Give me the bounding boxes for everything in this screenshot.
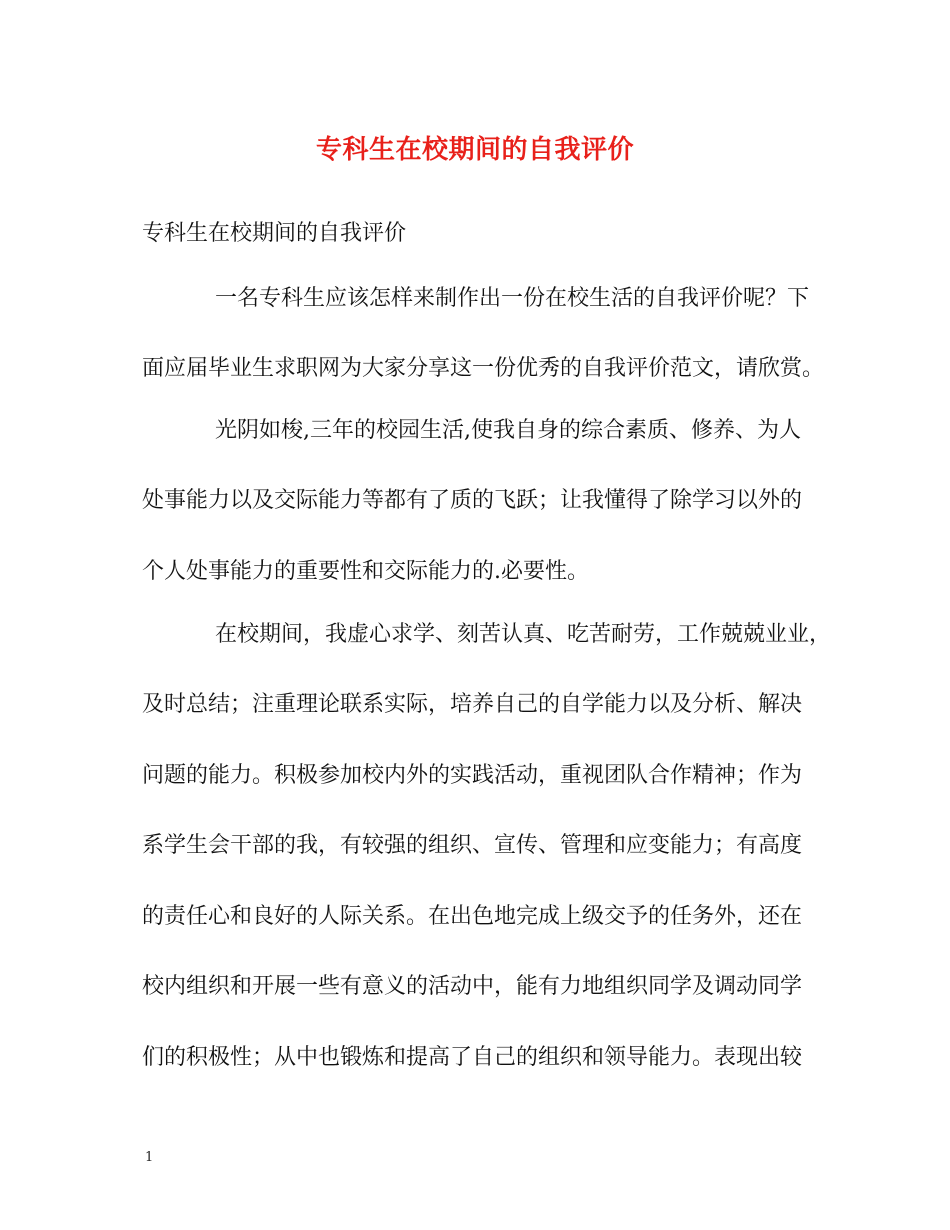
paragraph-line: 面应届毕业生求职网为大家分享这一份优秀的自我评价范文，请欣赏。 xyxy=(142,356,825,381)
document-subtitle: 专科生在校期间的自我评价 xyxy=(142,221,407,246)
paragraph-line: 光阴如梭,三年的校园生活,使我自身的综合素质、修养、为人 xyxy=(215,418,801,443)
paragraph-line: 们的积极性；从中也锻炼和提高了自己的组织和领导能力。表现出较 xyxy=(142,1045,803,1070)
paragraph-line: 个人处事能力的重要性和交际能力的.必要性。 xyxy=(142,559,589,584)
paragraph-line: 及时总结；注重理论联系实际，培养自己的自学能力以及分析、解决 xyxy=(142,692,803,717)
paragraph-line: 一名专科生应该怎样来制作出一份在校生活的自我评价呢？下 xyxy=(215,286,810,311)
paragraph-line: 系学生会干部的我，有较强的组织、宣传、管理和应变能力；有高度 xyxy=(142,833,803,858)
paragraph-line: 问题的能力。积极参加校内外的实践活动，重视团队合作精神；作为 xyxy=(142,763,803,788)
page-number: 1 xyxy=(145,1150,154,1165)
paragraph-line: 在校期间，我虚心求学、刻苦认真、吃苦耐劳，工作兢兢业业， xyxy=(215,622,832,647)
paragraph-line: 处事能力以及交际能力等都有了质的飞跃；让我懂得了除学习以外的 xyxy=(142,488,803,513)
paragraph-line: 校内组织和开展一些有意义的活动中，能有力地组织同学及调动同学 xyxy=(142,974,803,999)
paragraph-line: 的责任心和良好的人际关系。在出色地完成上级交予的任务外，还在 xyxy=(142,904,803,929)
document-title: 专科生在校期间的自我评价 xyxy=(315,135,634,165)
